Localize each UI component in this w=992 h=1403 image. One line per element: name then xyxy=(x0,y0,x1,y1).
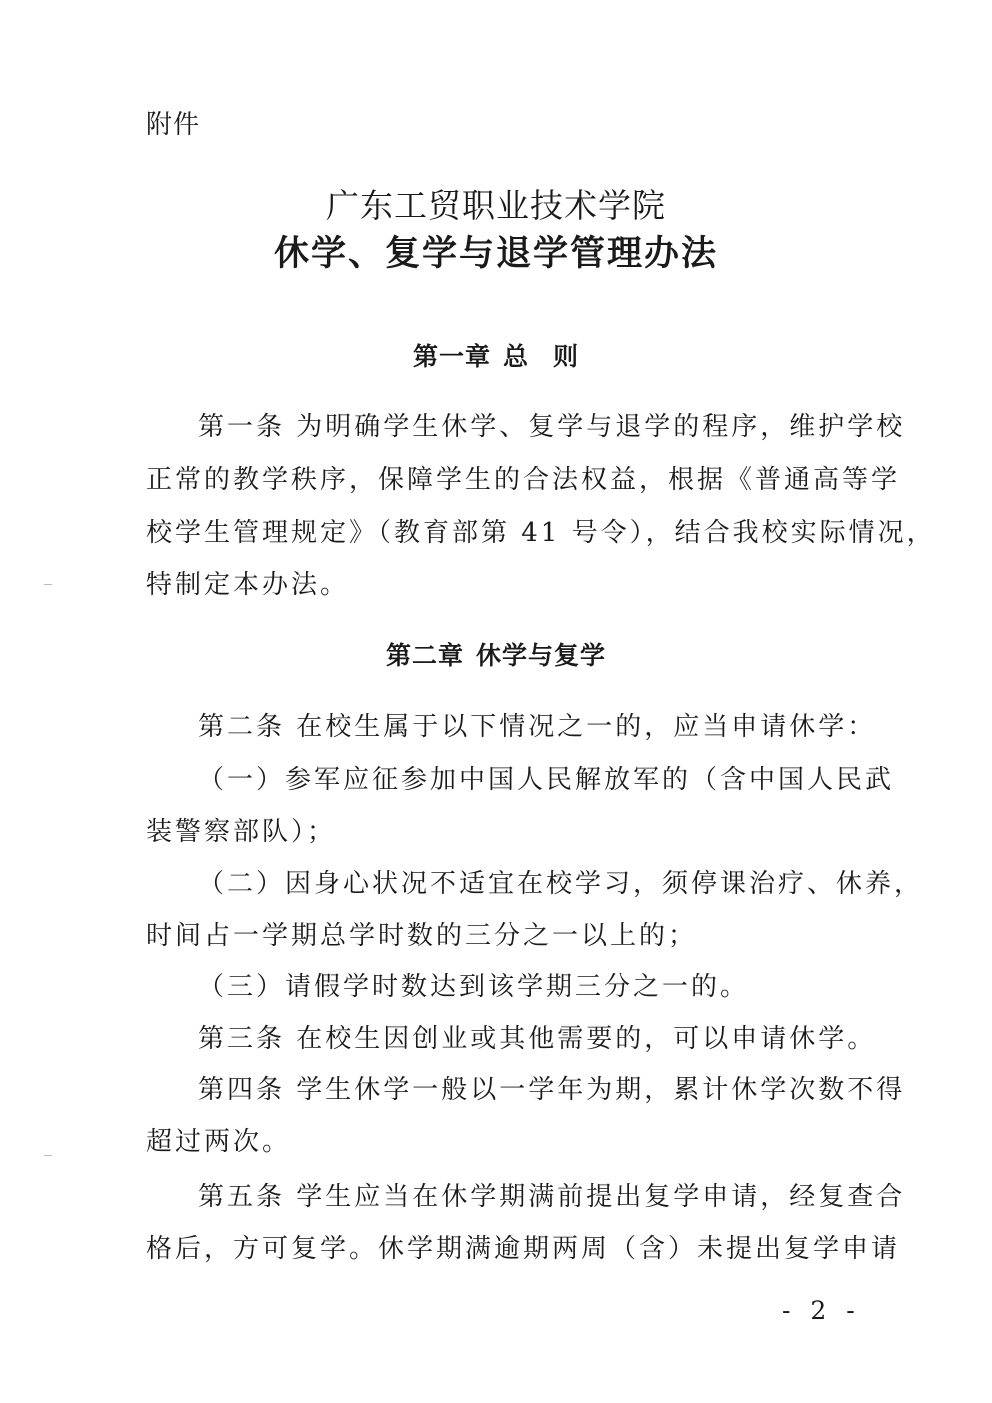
body-line-12: 第四条 学生休学一般以一学年为期，累计休学次数不得 xyxy=(198,1075,906,1105)
body-line-11: 第三条 在校生因创业或其他需要的，可以申请休学。 xyxy=(198,1024,877,1054)
body-line-15: 格后，方可复学。休学期满逾期两周（含）未提出复学申请 xyxy=(146,1234,901,1264)
body-line-7: 装警察部队）； xyxy=(146,817,337,847)
scan-artifact-mark xyxy=(44,584,52,585)
body-line-4: 特制定本办法。 xyxy=(146,570,350,600)
document-title-institution: 广东工贸职业技术学院 xyxy=(326,186,666,225)
chapter-heading-1 xyxy=(0,337,992,373)
page-number: - 2 - xyxy=(782,1296,861,1325)
attachment-label: 附件 xyxy=(146,110,201,140)
chapter-1-label: 第一章 xyxy=(412,342,491,371)
body-line-5: 第二条 在校生属于以下情况之一的，应当申请休学： xyxy=(198,712,877,742)
body-line-8: （二）因身心状况不适宜在校学习，须停课治疗、休养， xyxy=(198,869,924,899)
body-line-2: 正常的教学秩序，保障学生的合法权益，根据《普通高等学 xyxy=(146,465,901,495)
body-line-1: 第一条 为明确学生休学、复学与退学的程序，维护学校 xyxy=(198,412,906,442)
scan-artifact-mark xyxy=(44,1155,52,1156)
chapter-1-name-b: 则 xyxy=(553,342,580,371)
body-line-13: 超过两次。 xyxy=(146,1127,292,1157)
chapter-1-name-a: 总 xyxy=(502,342,529,371)
body-line-9: 时间占一学期总学时数的三分之一以上的； xyxy=(146,921,698,951)
document-title-regulation: 休学、复学与退学管理办法 xyxy=(273,234,718,274)
chapter-heading-2 xyxy=(0,636,992,672)
body-line-10: （三）请假学时数达到该学期三分之一的。 xyxy=(198,972,750,1002)
body-line-3: 校学生管理规定》（教育部第 41 号令），结合我校实际情况， xyxy=(146,518,936,548)
chapter-2-label: 第二章 xyxy=(385,641,464,670)
body-line-14: 第五条 学生应当在休学期满前提出复学申请，经复查合 xyxy=(198,1182,906,1212)
body-line-6: （一）参军应征参加中国人民解放军的（含中国人民武 xyxy=(198,765,895,795)
chapter-2-name: 休学与复学 xyxy=(476,641,607,670)
